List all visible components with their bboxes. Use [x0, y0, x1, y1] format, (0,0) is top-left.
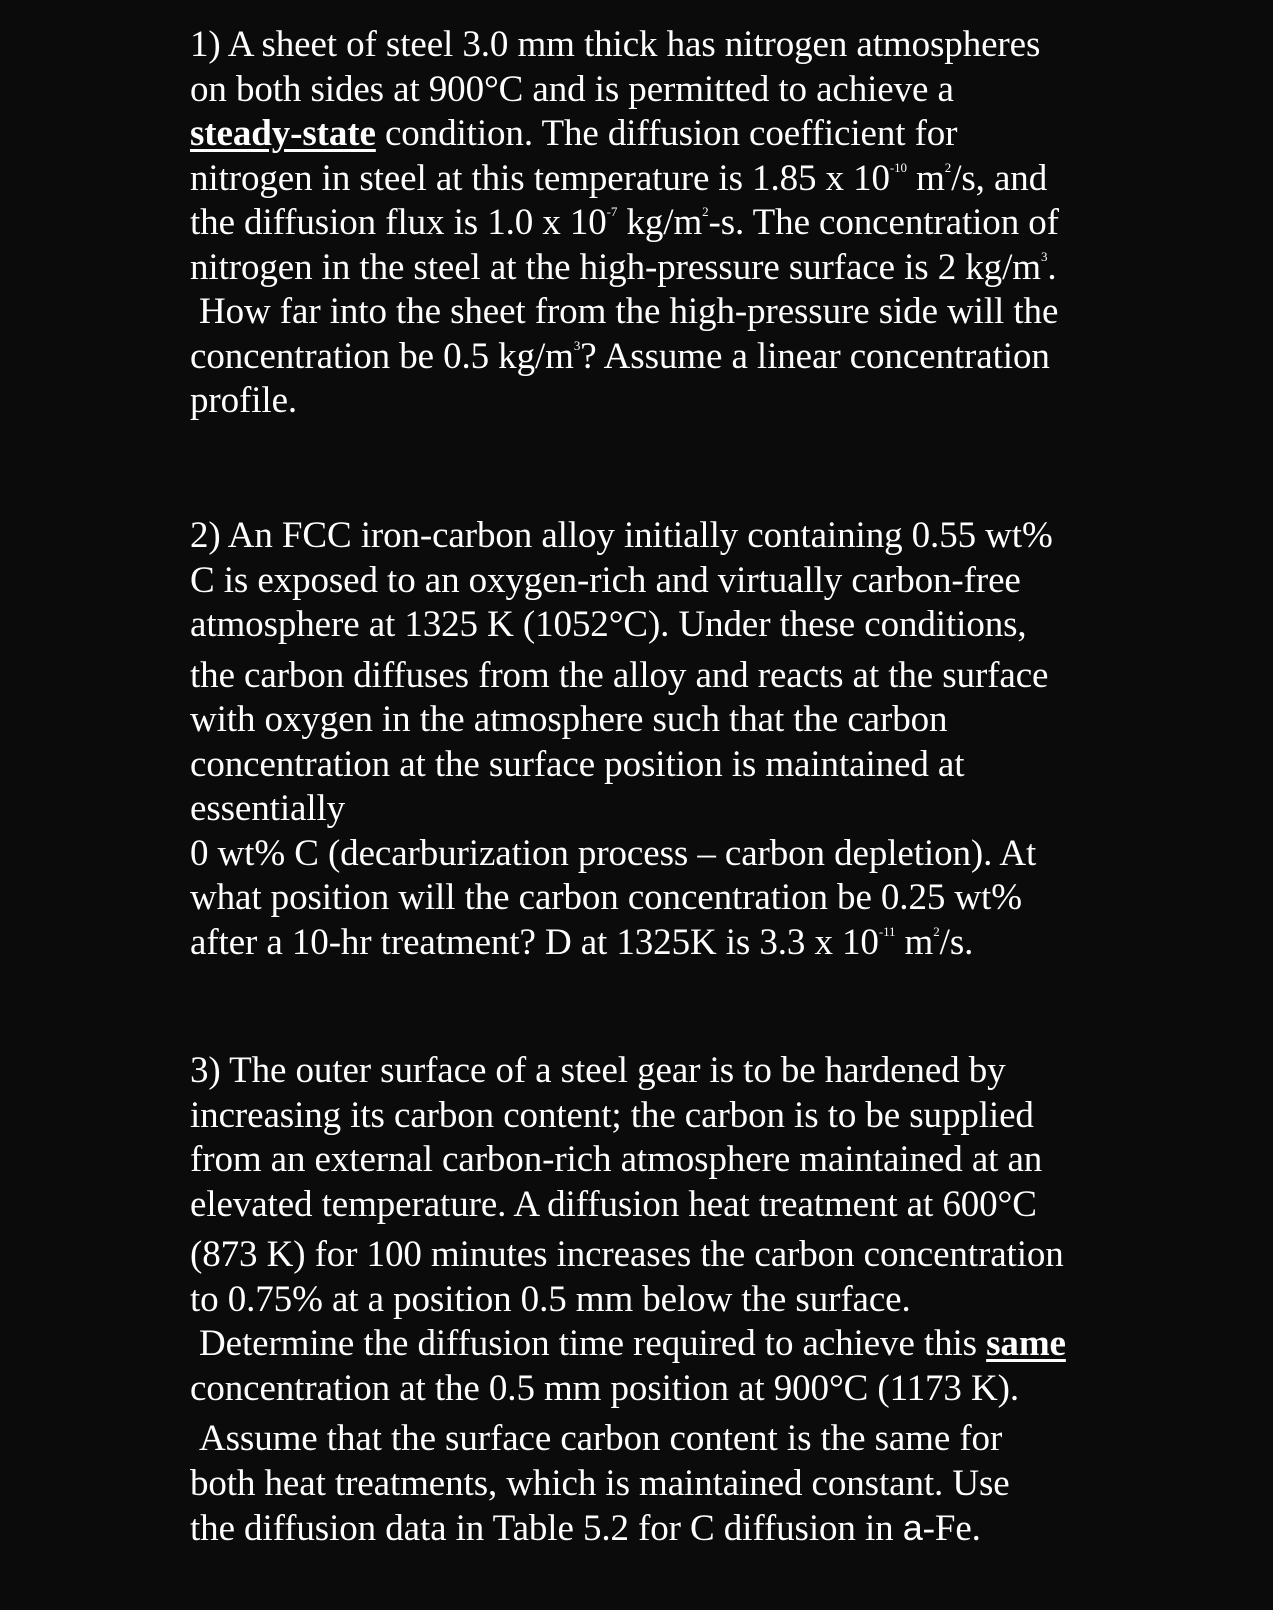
text-line: profile.	[190, 380, 298, 421]
text-line: both heat treatments, which is maintained constant. Use	[190, 1462, 1010, 1504]
superscript: -11	[878, 923, 896, 939]
problem-2	[190, 514, 1110, 965]
superscript: -7	[606, 204, 618, 219]
superscript: 3	[1040, 248, 1048, 264]
text-line: essentially	[190, 788, 346, 829]
superscript: 2	[702, 204, 709, 219]
text-line: the diffusion data in Table 5.2 for C diffusion in a-Fe.	[190, 1507, 981, 1549]
text-line: Assume that the surface carbon content is the same for	[199, 1418, 1003, 1459]
text-line: concentration at the surface position is maintained at	[190, 743, 965, 785]
text-line: the carbon diffuses from the alloy and reacts at the surface	[190, 654, 1049, 696]
superscript: -10	[889, 159, 907, 175]
superscript: 3	[573, 337, 581, 353]
alpha-symbol: a	[902, 1507, 923, 1548]
text-line: 2) An FCC iron-carbon alloy initially containing 0.55 wt%	[190, 515, 1053, 556]
text-line: after a 10-hr treatment? D at 1325K is 3.3 x $10^{-11}$ $m^2/s$.	[190, 921, 974, 963]
text-line: the diffusion flux is 1.0 x $10^{-7}$ $kg/m^2-s$. The concentration of	[190, 202, 1059, 243]
text-line: elevated temperature. A diffusion heat treatment at 600°C	[190, 1183, 1037, 1225]
text-line: concentration be 0.5 $kg/m^3$? Assume a linear concentration	[190, 335, 1050, 377]
superscript: 2	[933, 923, 940, 939]
text-line: what position will the carbon concentration be 0.25 wt%	[190, 877, 1022, 918]
text-line: steady-state condition. The diffusion coefficient for	[190, 113, 958, 154]
text-line: 1) A sheet of steel 3.0 mm thick has nitrogen atmospheres	[190, 24, 1041, 65]
text-line: How far into the sheet from the high-pressure side will the	[199, 291, 1059, 332]
text-line: Determine the diffusion time required to achieve this same	[199, 1323, 1066, 1364]
text-line: C is exposed to an oxygen-rich and virtually carbon-free	[190, 559, 1021, 601]
problem-number: 3)	[190, 1050, 221, 1091]
text-line: concentration at the 0.5 mm position at 900°C (1173 K).	[190, 1367, 1019, 1409]
text-line: nitrogen in the steel at the high-pressure surface is 2 $kg/m^3$.	[190, 246, 1057, 288]
problem-number: 1)	[190, 24, 221, 65]
problem-3	[190, 1049, 1110, 1552]
text-line: (873 K) for 100 minutes increases the carbon concentration	[190, 1234, 1064, 1275]
problem-1	[190, 23, 1110, 424]
text-line: on both sides at 900°C and is permitted to achieve a	[190, 68, 954, 110]
text-line: increasing its carbon content; the carbon is to be supplied	[190, 1094, 1034, 1136]
problem-number: 2)	[190, 515, 221, 556]
superscript: 2	[944, 159, 952, 175]
text-line: 3) The outer surface of a steel gear is to be hardened by	[190, 1050, 1006, 1091]
text-line: from an external carbon-rich atmosphere maintained at an	[190, 1139, 1043, 1180]
text-line: atmosphere at 1325 K (1052°C). Under these conditions,	[190, 604, 1027, 645]
text-line: 0 wt% C (decarburization process – carbon depletion). At	[190, 832, 1037, 874]
emphasis-same: same	[986, 1323, 1066, 1364]
text-line: nitrogen in steel at this temperature is 1.85 x $10^{-10}$ $m^2/s$, and	[190, 157, 1048, 199]
text-line: with oxygen in the atmosphere such that the carbon	[190, 699, 948, 740]
text-line: to 0.75% at a position 0.5 mm below the surface.	[190, 1278, 911, 1320]
emphasis-steady-state: steady-state	[190, 113, 376, 154]
